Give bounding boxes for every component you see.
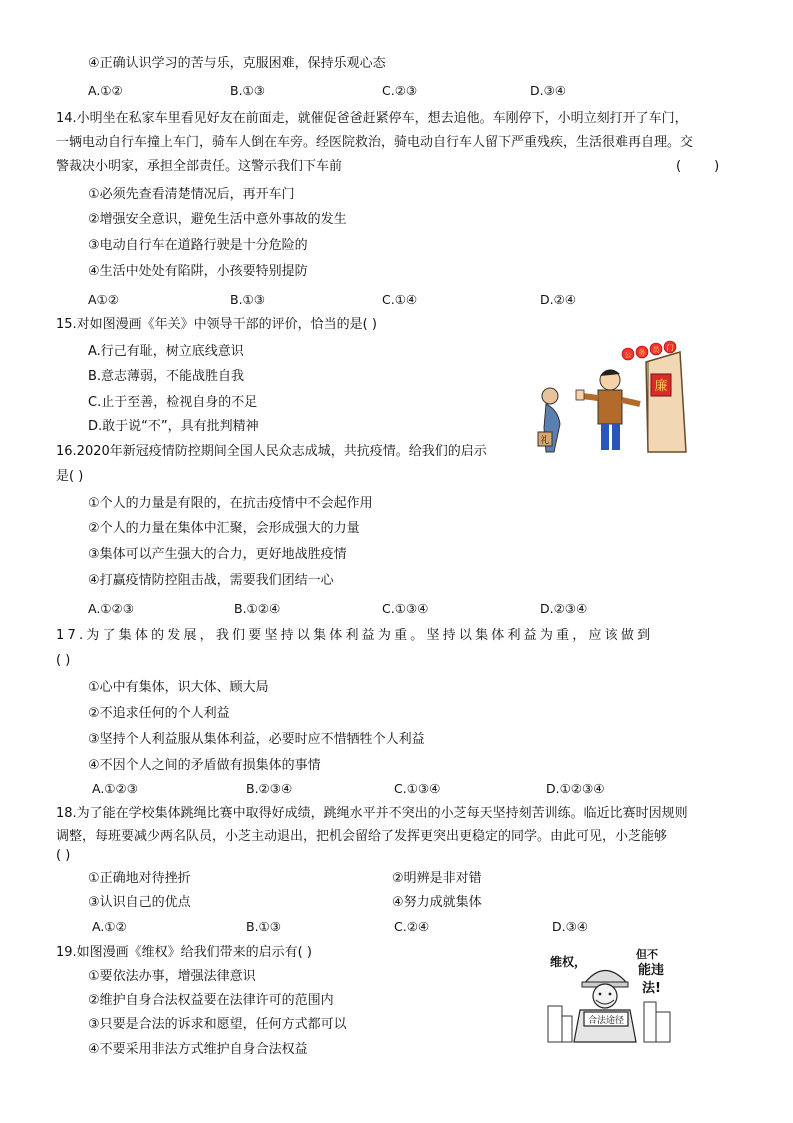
q16-option-3: ③集体可以产生强大的合力，更好地战胜疫情	[88, 547, 347, 562]
q17-option-3: ③坚持个人利益服从集体利益，必要时应不惜牺牲个人利益	[88, 732, 425, 747]
q15-option-a: A.行己有耻，树立底线意识	[88, 344, 244, 359]
q17-choice-d[interactable]: D.①②③④	[546, 781, 605, 796]
cartoon-speech-3: 能违	[638, 963, 665, 978]
q14-option-2: ②增强安全意识，避免生活中意外事故的发生	[88, 212, 347, 227]
cartoon-nianguan	[528, 340, 698, 460]
worker-figure	[574, 970, 636, 1042]
cartoon-speech-2: 但不	[636, 948, 658, 961]
q17-stem-line-2[interactable]: ( )	[56, 653, 71, 668]
q13-option-4: ④正确认识学习的苦与乐，克服困难，保持乐观心态	[88, 56, 386, 71]
q17-choice-c[interactable]: C.①③④	[394, 781, 441, 796]
q16-choice-d[interactable]: D.②③④	[540, 601, 588, 616]
q17-option-1: ①心中有集体，识大体、顾大局	[88, 680, 269, 695]
q15-option-c: C.止于至善，检视自身的不足	[88, 395, 258, 410]
plaque-text: 廉	[654, 379, 668, 394]
q17-stem-line-1: 17.为了集体的发展，我们要坚持以集体利益为重。坚持以集体利益为重，应该做到	[56, 628, 654, 643]
q19-option-2: ②维护自身合法权益要在法律许可的范围内	[88, 993, 334, 1008]
q16-choice-c[interactable]: C.①③④	[382, 601, 429, 616]
q15-option-b: B.意志薄弱，不能战胜自我	[88, 369, 245, 384]
q19-option-1: ①要依法办事，增强法律意识	[88, 969, 256, 984]
svg-text:合法途径: 合法途径	[587, 1016, 625, 1026]
q18-option-1: ①正确地对待挫折	[88, 871, 191, 886]
weiquan-illustration	[546, 944, 676, 1044]
q18-stem-line-2: 调整，每班要减少两名队员，小芝主动退出，把机会留给了发挥更突出更稳定的同学。由此可见，小芝能够	[56, 829, 668, 844]
q17-option-2: ②不追求任何的个人利益	[88, 706, 230, 721]
q13-choice-c[interactable]: C.②③	[382, 83, 418, 98]
q18-stem-line-3[interactable]: ( )	[56, 848, 71, 863]
q14-option-3: ③电动自行车在道路行驶是十分危险的	[88, 238, 308, 253]
cartoon-speech-4: 法!	[642, 981, 661, 996]
q16-choice-a[interactable]: A.①②③	[88, 601, 134, 616]
q16-stem-line-1: 16.2020年新冠疫情防控期间全国人民众志成城，共抗疫情。给我们的启示	[56, 444, 487, 459]
q13-choice-d[interactable]: D.③④	[530, 83, 567, 98]
q13-choice-a[interactable]: A.①②	[88, 83, 123, 98]
q13-choice-b[interactable]: B.①③	[230, 83, 265, 98]
svg-text:员: 员	[652, 346, 660, 354]
q18-choice-a[interactable]: A.①②	[92, 919, 127, 934]
cartoon-weiquan	[546, 944, 676, 1044]
q15-stem: 15.对如图漫画《年关》中领导干部的评价，恰当的是( )	[56, 317, 377, 332]
q16-option-4: ④打赢疫情防控阻击战，需要我们团结一心	[88, 573, 334, 588]
svg-text:务: 务	[638, 349, 646, 357]
q14-stem-line-2: 一辆电动自行车撞上车门，骑车人倒在车旁。经医院救治，骑电动自行车人留下严重残疾，生活很难再自理。交	[56, 135, 694, 150]
q17-choice-b[interactable]: B.②③④	[246, 781, 293, 796]
q18-choice-b[interactable]: B.①③	[246, 919, 281, 934]
q14-stem-line-1: 14.小明坐在私家车里看见好友在前面走，就催促爸爸赶紧停车，想去追他。车刚停下，小明立刻打开了车门，	[56, 111, 688, 126]
visitor-figure	[538, 388, 560, 452]
q14-option-1: ①必须先查看清楚情况后，再开车门	[88, 187, 295, 202]
q14-choice-c[interactable]: C.①④	[382, 292, 418, 307]
q16-stem-line-2[interactable]: 是( )	[56, 469, 84, 484]
svg-text:门: 门	[666, 344, 674, 352]
nianguan-illustration	[528, 340, 698, 460]
q16-option-1: ①个人的力量是有限的，在抗击疫情中不会起作用	[88, 496, 373, 511]
q17-option-4: ④不因个人之间的矛盾做有损集体的事情	[88, 758, 321, 773]
q14-stem-line-3: 警裁决小明家，承担全部责任。这警示我们下车前	[56, 159, 343, 174]
q18-option-2: ②明辨是非对错	[392, 871, 482, 886]
svg-text:公: 公	[624, 351, 632, 359]
official-figure	[576, 369, 640, 450]
q18-choice-c[interactable]: C.②④	[394, 919, 430, 934]
q14-choice-b[interactable]: B.①③	[230, 292, 265, 307]
q18-stem-line-1: 18.为了能在学校集体跳绳比赛中取得好成绩，跳绳水平并不突出的小芝每天坚持刻苦训练。临近比赛时因规则	[56, 806, 688, 821]
q19-stem: 19.如图漫画《维权》给我们带来的启示有( )	[56, 945, 312, 960]
svg-text:礼: 礼	[540, 436, 550, 446]
q17-choice-a[interactable]: A.①②③	[92, 781, 138, 796]
q14-choice-a[interactable]: A①②	[88, 292, 119, 307]
cartoon-speech-1: 维权，	[550, 955, 587, 969]
q19-option-3: ③只要是合法的诉求和愿望，任何方式都可以	[88, 1017, 347, 1032]
q14-choice-d[interactable]: D.②④	[540, 292, 577, 307]
q14-option-4: ④生活中处处有陷阱，小孩要特别提防	[88, 264, 308, 279]
q19-option-4: ④不要采用非法方式维护自身合法权益	[88, 1042, 308, 1057]
q18-choice-d[interactable]: D.③④	[552, 919, 589, 934]
q16-option-2: ②个人的力量在集体中汇聚，会形成强大的力量	[88, 521, 360, 536]
q16-choice-b[interactable]: B.①②④	[234, 601, 281, 616]
q18-option-3: ③认识自己的优点	[88, 895, 191, 910]
q15-option-d: D.敢于说“不”，具有批判精神	[88, 419, 259, 434]
q14-answer-blank[interactable]: ( )	[676, 159, 720, 174]
q18-option-4: ④努力成就集体	[392, 895, 482, 910]
